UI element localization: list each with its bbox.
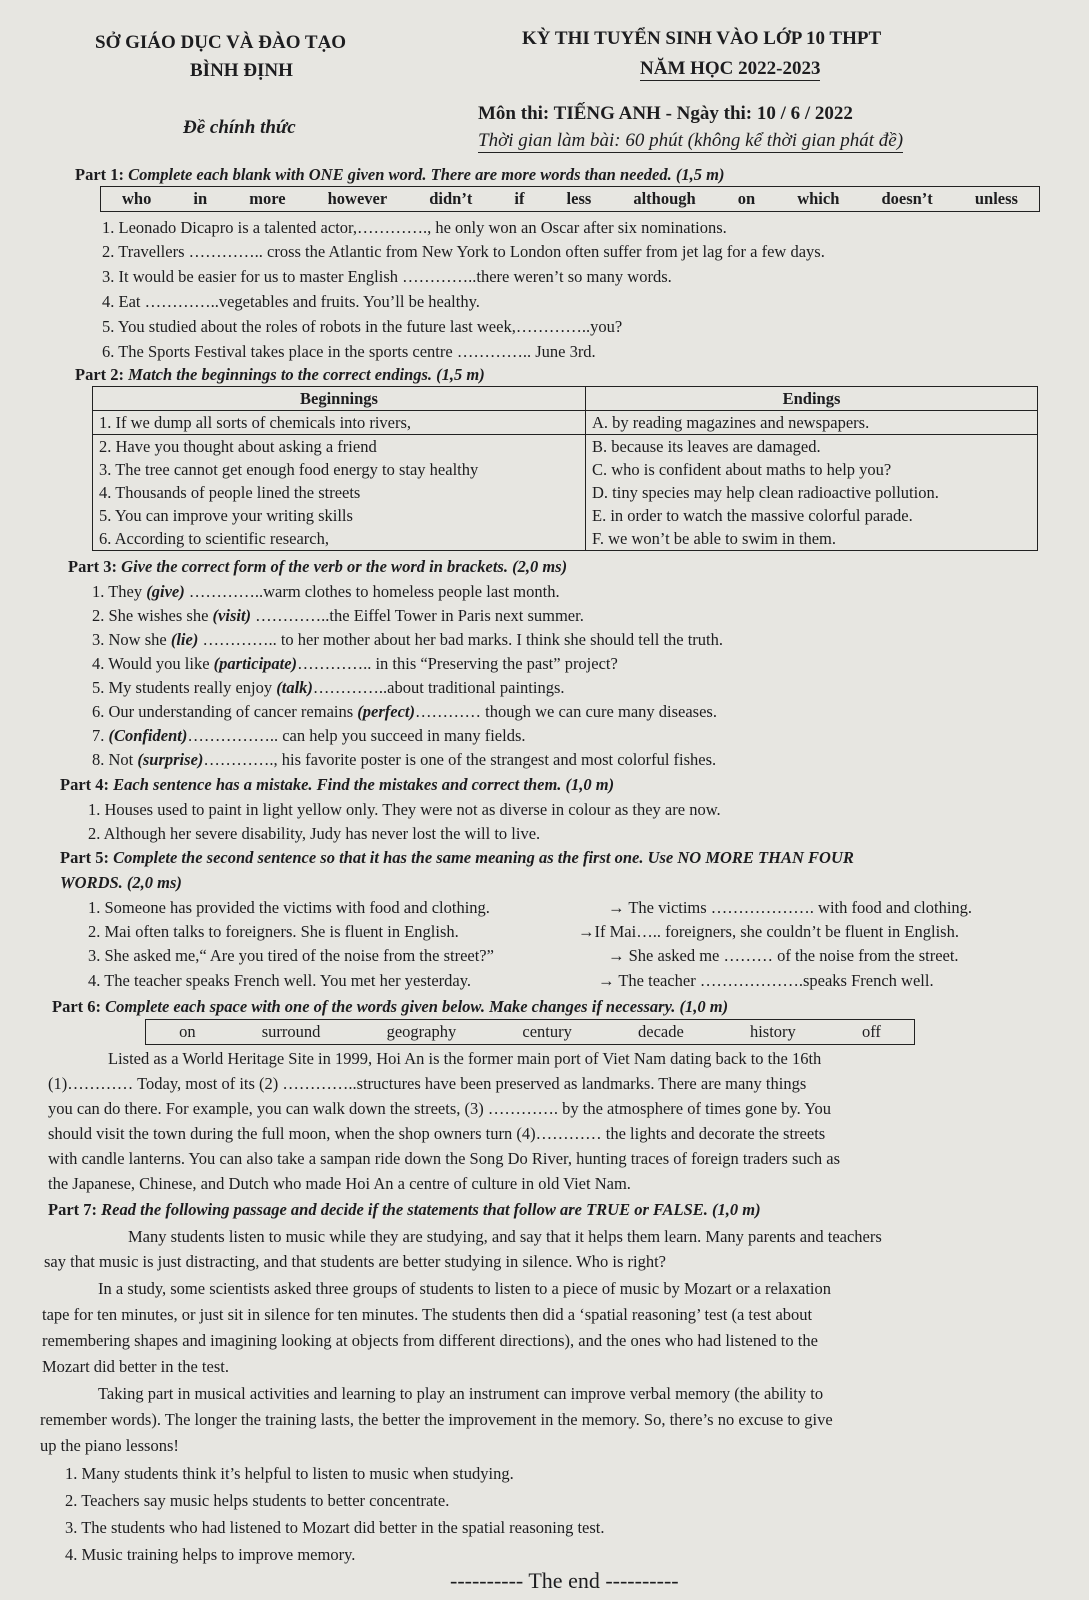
part1-item: 2. Travellers ………….. cross the Atlantic from New York to London often suffer from jet lag for a few days. <box>102 242 825 261</box>
part4-item: 1. Houses used to paint in light yellow only. They were not as diverse in colour as they are now. <box>88 800 721 819</box>
beginning-cell: 4. Thousands of people lined the streets <box>93 481 586 504</box>
passage-line: In a study, some scientists asked three groups of students to listen to a piece of music by Mozart or a relaxation <box>98 1279 832 1298</box>
statement: 3. The students who had listened to Mozart did better in the spatial reasoning test. <box>65 1518 605 1537</box>
part7-heading <box>48 1200 761 1220</box>
passage-line: remember words). The longer the training lasts, the better the improvement in the memory. So, there’s no excuse to give <box>40 1410 833 1429</box>
beginning-cell: 3. The tree cannot get enough food energy to stay healthy <box>93 458 586 481</box>
item-text: …………., his favorite poster is one of the strangest and most colorful fishes. <box>203 750 717 769</box>
passage-line: Many students listen to music while they are studying, and say that it helps them learn. Many parents and teachers <box>128 1227 882 1246</box>
part3-title: Part 3: <box>68 557 122 576</box>
table-row <box>93 527 1038 551</box>
word: more <box>249 189 286 208</box>
word: however <box>327 189 388 208</box>
part5-item-original: 4. The teacher speaks French well. You met her yesterday. <box>88 971 472 990</box>
part4-title: Part 4: <box>60 775 114 794</box>
part5-instruction: Complete the second sentence so that it has the same meaning as the first one. Use NO MORE THAN FOUR <box>113 848 854 867</box>
col-endings: Endings <box>586 387 1038 411</box>
part6-title: Part 6: <box>52 997 106 1016</box>
part5-heading <box>60 848 854 868</box>
bracket-word: (perfect) <box>357 702 415 721</box>
item-text: 7. <box>92 726 109 745</box>
part2-title: Part 2: <box>75 365 129 384</box>
passage-line: with candle lanterns. You can also take a sampan ride down the Song Do River, hunting traces of foreign traders such as <box>48 1149 841 1168</box>
table-row <box>93 504 1038 527</box>
beginning-cell: 5. You can improve your writing skills <box>93 504 586 527</box>
table-row <box>93 411 1038 435</box>
item-text: 6. Our understanding of cancer remains <box>92 702 358 721</box>
item-text: 1. They <box>92 582 147 601</box>
item-text: …………..warm clothes to homeless people last month. <box>184 582 560 601</box>
part3-item <box>92 654 618 674</box>
passage-line: up the piano lessons! <box>40 1436 179 1455</box>
part3-item <box>92 606 584 626</box>
part7-instruction: Read the following passage and decide if the statements that follow are TRUE or FALSE. (1,0 m) <box>101 1200 761 1219</box>
school-year: NĂM HỌC 2022-2023 <box>640 58 821 79</box>
ending-cell: E. in order to watch the massive colorful parade. <box>586 504 1038 527</box>
part5-title: Part 5: <box>60 848 114 867</box>
part2-match-table <box>92 386 1038 551</box>
part5-item-original: 3. She asked me,“ Are you tired of the noise from the street?” <box>88 946 494 965</box>
part3-item <box>92 750 716 770</box>
part5-item-rewrite: → The victims ………………. with food and clothing. <box>608 898 973 917</box>
part3-heading <box>68 557 567 577</box>
bracket-word: (Confident) <box>108 726 188 745</box>
beginning-cell: 1. If we dump all sorts of chemicals into rivers, <box>93 411 586 435</box>
col-beginnings: Beginnings <box>93 387 586 411</box>
part5-item-original: 1. Someone has provided the victims with food and clothing. <box>88 898 490 917</box>
part2-heading <box>75 365 485 385</box>
bracket-word: (lie) <box>170 630 199 649</box>
part4-item: 2. Although her severe disability, Judy has never lost the will to live. <box>88 824 541 843</box>
word: geography <box>386 1022 457 1041</box>
ending-cell: B. because its leaves are damaged. <box>586 435 1038 459</box>
item-text: …………….. can help you succeed in many fields. <box>187 726 526 745</box>
word: off <box>861 1022 881 1041</box>
part4-instruction: Each sentence has a mistake. Find the mistakes and correct them. (1,0 m) <box>113 775 615 794</box>
word: if <box>514 189 525 208</box>
part3-item <box>92 702 717 722</box>
passage-line: Listed as a World Heritage Site in 1999, Hoi An is the former main port of Viet Nam dating back to the 16th <box>108 1049 822 1068</box>
passage-line: remembering shapes and imagining looking at objects from different directions), and the ones who had listened to the <box>42 1331 818 1350</box>
part1-item: 1. Leonado Dicapro is a talented actor,…………., he only won an Oscar after six nominations. <box>102 218 727 237</box>
item-text: ………… though we can cure many diseases. <box>415 702 717 721</box>
part5-item-rewrite: → She asked me ……… of the noise from the street. <box>608 946 959 965</box>
part1-item: 5. You studied about the roles of robots in the future last week,…………..you? <box>102 317 623 336</box>
word: century <box>522 1022 572 1041</box>
item-text: 5. My students really enjoy <box>92 678 277 697</box>
ending-cell: A. by reading magazines and newspapers. <box>586 411 1038 435</box>
word: although <box>633 189 696 208</box>
item-text: ………….. to her mother about her bad marks. I think she should tell the truth. <box>198 630 724 649</box>
passage-line: Mozart did better in the test. <box>42 1357 229 1376</box>
item-text: ………….. in this “Preserving the past” project? <box>297 654 618 673</box>
word: who <box>122 189 152 208</box>
statement: 4. Music training helps to improve memory. <box>65 1545 356 1564</box>
item-text: 3. Now she <box>92 630 171 649</box>
table-row <box>93 435 1038 459</box>
the-end-footer: ---------- The end ---------- <box>450 1568 679 1593</box>
item-text: …………..the Eiffel Tower in Paris next summer. <box>251 606 584 625</box>
passage-line: should visit the town during the full moon, when the shop owners turn (4)………… the lights and decorate the streets <box>48 1124 826 1143</box>
part1-item: 6. The Sports Festival takes place in the sports centre ………….. June 3rd. <box>102 342 596 361</box>
passage-line: say that music is just distracting, and that students are better studying in silence. Who is right? <box>44 1252 666 1271</box>
passage-line: tape for ten minutes, or just sit in silence for ten minutes. The students then did a ‘spatial reasoning’ test (a test about <box>42 1305 813 1324</box>
exam-header <box>0 0 1089 160</box>
ending-cell: D. tiny species may help clean radioactive pollution. <box>586 481 1038 504</box>
part3-item <box>92 582 560 602</box>
bracket-word: (give) <box>146 582 185 601</box>
passage-line: you can do there. For example, you can walk down the streets, (3) …………. by the atmosphere of times gone by. You <box>48 1099 831 1118</box>
part1-instruction: Complete each blank with ONE given word. There are more words than needed. (1,5 m) <box>128 165 725 184</box>
duration-line: Thời gian làm bài: 60 phút (không kể thời gian phát đề) <box>478 130 904 151</box>
part5-instruction-cont: WORDS. (2,0 ms) <box>60 873 182 892</box>
part5-item-rewrite: → The teacher ……………….speaks French well. <box>598 971 934 990</box>
statement: 1. Many students think it’s helpful to listen to music when studying. <box>65 1464 514 1483</box>
table-row <box>93 481 1038 504</box>
part6-heading <box>52 997 728 1017</box>
part6-word-box <box>145 1019 915 1045</box>
word: which <box>797 189 840 208</box>
part4-heading <box>60 775 614 795</box>
part1-item: 3. It would be easier for us to master English …………..there weren’t so many words. <box>102 267 672 286</box>
bracket-word: (visit) <box>212 606 252 625</box>
ending-cell: C. who is confident about maths to help you? <box>586 458 1038 481</box>
subject-line: Môn thi: TIẾNG ANH - Ngày thi: 10 / 6 / 2022 <box>478 103 853 124</box>
word: unless <box>974 189 1018 208</box>
part1-title: Part 1: <box>75 165 129 184</box>
part1-item: 4. Eat …………..vegetables and fruits. You’ll be healthy. <box>102 292 480 311</box>
word: surround <box>261 1022 321 1041</box>
word: doesn’t <box>881 189 933 208</box>
word: less <box>566 189 592 208</box>
part6-instruction: Complete each space with one of the words given below. Make changes if necessary. (1,0 m) <box>105 997 729 1016</box>
part3-item <box>92 630 723 650</box>
word: didn’t <box>429 189 473 208</box>
part1-word-box <box>100 186 1040 212</box>
word: on <box>179 1022 196 1041</box>
bracket-word: (talk) <box>276 678 313 697</box>
beginning-cell: 6. According to scientific research, <box>93 527 586 551</box>
item-text: 8. Not <box>92 750 138 769</box>
dept-name: SỞ GIÁO DỤC VÀ ĐÀO TẠO <box>95 32 347 53</box>
bracket-word: (participate) <box>213 654 298 673</box>
statement: 2. Teachers say music helps students to better concentrate. <box>65 1491 450 1510</box>
table-row <box>93 458 1038 481</box>
word: on <box>737 189 756 208</box>
part7-title: Part 7: <box>48 1200 102 1219</box>
part3-item <box>92 726 526 746</box>
item-text: 4. Would you like <box>92 654 214 673</box>
word: in <box>193 189 208 208</box>
part1-heading <box>75 165 724 185</box>
part3-instruction: Give the correct form of the verb or the word in brackets. (2,0 ms) <box>121 557 568 576</box>
bracket-word: (surprise) <box>137 750 204 769</box>
passage-line: Taking part in musical activities and learning to play an instrument can improve verbal memory (the ability to <box>98 1384 824 1403</box>
province-name: BÌNH ĐỊNH <box>190 60 293 81</box>
item-text: …………..about traditional paintings. <box>312 678 565 697</box>
word: history <box>749 1022 796 1041</box>
passage-line: (1)………… Today, most of its (2) …………..structures have been preserved as landmarks. There are many things <box>48 1074 807 1093</box>
exam-title: KỲ THI TUYỂN SINH VÀO LỚP 10 THPT <box>522 28 882 49</box>
part2-instruction: Match the beginnings to the correct endings. (1,5 m) <box>128 365 485 384</box>
part5-item-original: 2. Mai often talks to foreigners. She is fluent in English. <box>88 922 459 941</box>
passage-line: the Japanese, Chinese, and Dutch who made Hoi An a centre of culture in old Viet Nam. <box>48 1174 631 1193</box>
part5-item-rewrite: →If Mai….. foreigners, she couldn’t be fluent in English. <box>578 922 959 941</box>
part3-item <box>92 678 565 698</box>
ending-cell: F. we won’t be able to swim in them. <box>586 527 1038 551</box>
beginning-cell: 2. Have you thought about asking a friend <box>93 435 586 459</box>
official-label: Đề chính thức <box>183 117 296 138</box>
word: decade <box>638 1022 684 1041</box>
item-text: 2. She wishes she <box>92 606 213 625</box>
